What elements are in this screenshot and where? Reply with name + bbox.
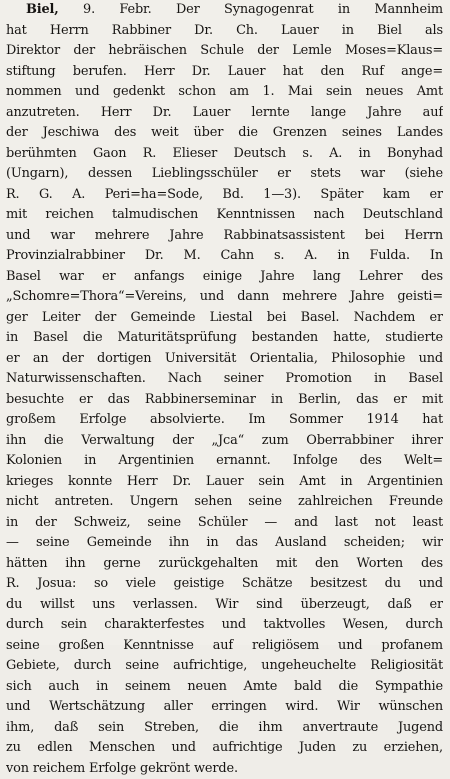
article-line-text: er an der dortigen Universität Orientalia, Philosophie und	[6, 351, 443, 366]
article-line-text: Gebiete, durch seine aufrichtige, ungeheuchelte Religiosität	[6, 658, 443, 673]
article-line-text: der Jeschiwa des weit über die Grenzen seines Landes	[6, 125, 443, 140]
article-line-text: von reichem Erfolge gekrönt werde.	[6, 761, 238, 776]
article-line-text: hätten ihn gerne zurückgehalten mit den Worten des	[6, 556, 443, 571]
article-line	[6, 267, 443, 288]
article-line	[6, 759, 443, 779]
article-line-text: nommen und gedenkt schon am 1. Mai sein neues Amt	[6, 84, 443, 99]
article-line	[6, 636, 443, 657]
article-line	[6, 246, 443, 267]
article-line-text: großem Erfolge absolvierte. Im Sommer 1914 hat	[6, 412, 443, 427]
article-line	[6, 41, 443, 62]
article-line	[6, 595, 443, 616]
article-line-text: Provinzialrabbiner Dr. M. Cahn s. A. in Fulda. In	[6, 248, 443, 263]
article-line-text: hat Herrn Rabbiner Dr. Ch. Lauer in Biel als	[6, 23, 443, 38]
article-line-text: ihn die Verwaltung der „Jca“ zum Oberrabbiner ihrer	[6, 433, 443, 448]
article-line	[6, 82, 443, 103]
article-line-text: anzutreten. Herr Dr. Lauer lernte lange Jahre auf	[6, 105, 443, 120]
article-line	[6, 144, 443, 165]
article-line	[6, 431, 443, 452]
article-line-text: „Schomre=Thora“=Vereins, und dann mehrere Jahre geisti=	[6, 289, 443, 304]
article-line-text: nicht antreten. Ungern sehen seine zahlreichen Freunde	[6, 494, 443, 509]
article-line	[6, 390, 443, 411]
article-line-text: Naturwissenschaften. Nach seiner Promotion in Basel	[6, 371, 443, 386]
article-line	[6, 103, 443, 124]
article-line	[6, 574, 443, 595]
article-line-text: 9. Febr. Der Synagogenrat in Mannheim	[83, 2, 443, 17]
article-line	[6, 656, 443, 677]
article-line	[6, 738, 443, 759]
article-line-text: besuchte er das Rabbinerseminar in Berlin, das er mit	[6, 392, 443, 407]
article-line	[6, 451, 443, 472]
article-line-text: ger Leiter der Gemeinde Liestal bei Basel. Nachdem er	[6, 310, 443, 325]
article-line	[6, 308, 443, 329]
article-line	[6, 349, 443, 370]
article-line	[6, 0, 443, 21]
article-line	[6, 185, 443, 206]
article-line	[6, 328, 443, 349]
article-line	[6, 410, 443, 431]
article-line	[6, 21, 443, 42]
article-line-text: in der Schweiz, seine Schüler — and last not least	[6, 515, 443, 530]
article-line-text: berühmten Gaon R. Elieser Deutsch s. A. in Bonyhad	[6, 146, 443, 161]
article-line-text: und Wertschätzung aller erringen wird. Wir wünschen	[6, 699, 443, 714]
dateline-place: Biel,	[26, 2, 59, 17]
article-line-text: (Ungarn), dessen Lieblingsschüler er stets war (siehe	[6, 166, 443, 181]
article-line	[6, 533, 443, 554]
article-line-text: zu edlen Menschen und aufrichtige Juden zu erziehen,	[6, 740, 443, 755]
article-line-text: krieges konnte Herr Dr. Lauer sein Amt in Argentinien	[6, 474, 443, 489]
article-line-text: seine großen Kenntnisse auf religiösem und profanem	[6, 638, 443, 653]
article-line	[6, 123, 443, 144]
article-line-text: Basel war er anfangs einige Jahre lang Lehrer des	[6, 269, 443, 284]
article-line	[6, 164, 443, 185]
article-line-text: R. Josua: so viele geistige Schätze besitzest du und	[6, 576, 443, 591]
article-line-text: mit reichen talmudischen Kenntnissen nach Deutschland	[6, 207, 443, 222]
article-line-text: und war mehrere Jahre Rabbinatsassistent bei Herrn	[6, 228, 443, 243]
article-line	[6, 718, 443, 739]
article-line	[6, 677, 443, 698]
article-line-text: Kolonien in Argentinien ernannt. Infolge des Welt=	[6, 453, 443, 468]
article-line-text: ihm, daß sein Streben, die ihm anvertraute Jugend	[6, 720, 443, 735]
article-line-text: sich auch in seinem neuen Amte bald die Sympathie	[6, 679, 443, 694]
article-line	[6, 472, 443, 493]
article-line-text: — seine Gemeinde ihn in das Ausland scheiden; wir	[6, 535, 443, 550]
article-line	[6, 205, 443, 226]
article-line	[6, 226, 443, 247]
article-line-text: R. G. A. Peri=ha=Sode, Bd. 1—3). Später kam er	[6, 187, 443, 202]
article-line	[6, 554, 443, 575]
article-line-text: du willst uns verlassen. Wir sind überzeugt, daß er	[6, 597, 443, 612]
article-line	[6, 62, 443, 83]
article-line-text: Direktor der hebräischen Schule der Lemle Moses=Klaus=	[6, 43, 443, 58]
article-line	[6, 369, 443, 390]
article-line	[6, 513, 443, 534]
article-line-text: durch sein charakterfestes und taktvolles Wesen, durch	[6, 617, 443, 632]
article-line	[6, 287, 443, 308]
article-line	[6, 697, 443, 718]
article-text	[6, 0, 443, 779]
article-line-text: stiftung berufen. Herr Dr. Lauer hat den Ruf ange=	[6, 64, 443, 79]
article-line-text: in Basel die Maturitätsprüfung bestanden hatte, studierte	[6, 330, 443, 345]
article-line	[6, 615, 443, 636]
article-line	[6, 492, 443, 513]
